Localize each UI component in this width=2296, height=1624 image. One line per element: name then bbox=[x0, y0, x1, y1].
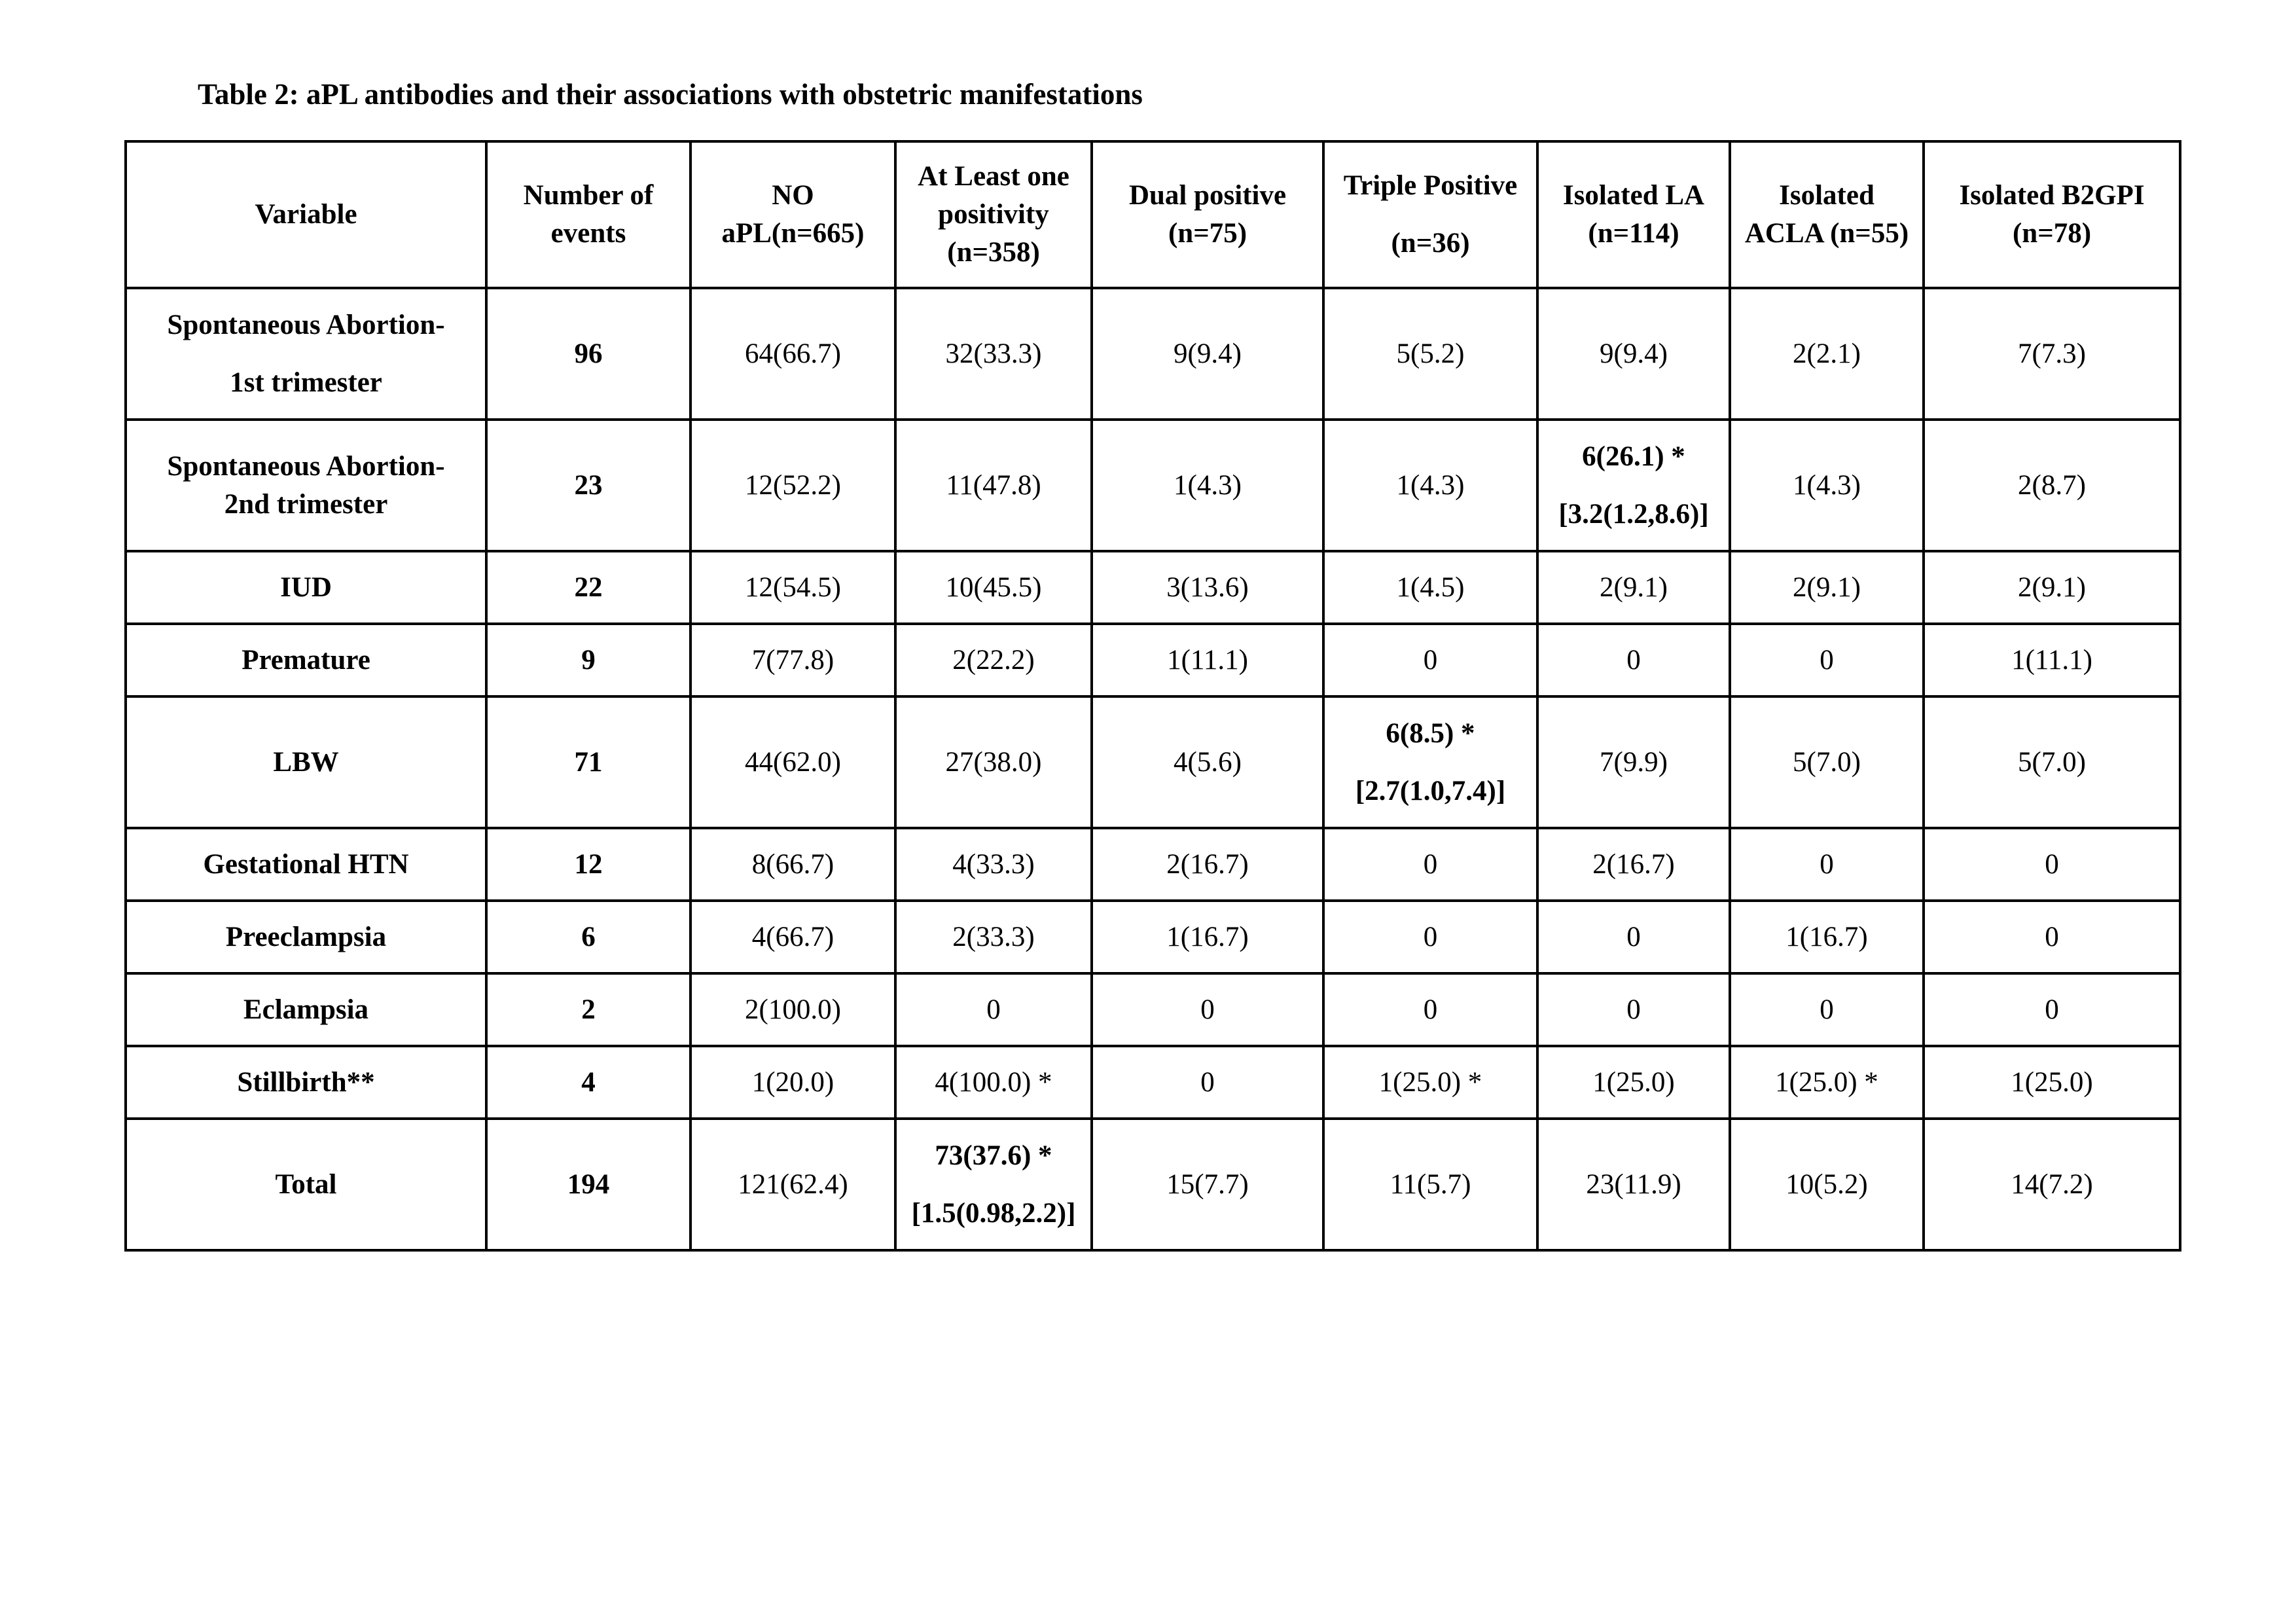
cell-isolated-b2gpi: 0 bbox=[1924, 973, 2180, 1046]
cell-isolated-la: 1(25.0) bbox=[1537, 1046, 1730, 1119]
cell-at-least-one: 2(33.3) bbox=[895, 901, 1092, 973]
row-variable-label: Gestational HTN bbox=[126, 828, 486, 901]
cell-isolated-la: 23(11.9) bbox=[1537, 1119, 1730, 1250]
row-number-of-events: 6 bbox=[486, 901, 691, 973]
table-row bbox=[126, 696, 2180, 828]
cell-no-apl: 44(62.0) bbox=[691, 696, 895, 828]
cell-isolated-acla: 5(7.0) bbox=[1730, 696, 1924, 828]
cell-triple-positive: 0 bbox=[1323, 624, 1537, 696]
row-number-of-events: 12 bbox=[486, 828, 691, 901]
cell-triple-positive: 0 bbox=[1323, 973, 1537, 1046]
cell-isolated-la: 2(16.7) bbox=[1537, 828, 1730, 901]
row-number-of-events: 96 bbox=[486, 288, 691, 420]
cell-isolated-acla: 0 bbox=[1730, 624, 1924, 696]
table-row bbox=[126, 1046, 2180, 1119]
cell-dual-positive: 1(4.3) bbox=[1092, 420, 1323, 551]
cell-isolated-b2gpi: 1(11.1) bbox=[1924, 624, 2180, 696]
apl-obstetric-table bbox=[124, 140, 2181, 1252]
cell-no-apl: 12(52.2) bbox=[691, 420, 895, 551]
cell-no-apl: 2(100.0) bbox=[691, 973, 895, 1046]
cell-isolated-acla: 10(5.2) bbox=[1730, 1119, 1924, 1250]
row-variable-label: Stillbirth** bbox=[126, 1046, 486, 1119]
row-variable-label: Eclampsia bbox=[126, 973, 486, 1046]
cell-isolated-b2gpi: 7(7.3) bbox=[1924, 288, 2180, 420]
header-dual-positive: Dual positive (n=75) bbox=[1092, 141, 1323, 288]
cell-triple-positive: 11(5.7) bbox=[1323, 1119, 1537, 1250]
cell-triple-positive: 1(4.3) bbox=[1323, 420, 1537, 551]
cell-triple-positive: 5(5.2) bbox=[1323, 288, 1537, 420]
cell-no-apl: 7(77.8) bbox=[691, 624, 895, 696]
cell-dual-positive: 4(5.6) bbox=[1092, 696, 1323, 828]
cell-triple-positive: 0 bbox=[1323, 901, 1537, 973]
header-number-of-events: Number of events bbox=[486, 141, 691, 288]
cell-at-least-one: 10(45.5) bbox=[895, 551, 1092, 624]
row-variable-label: Spontaneous Abortion- 2nd trimester bbox=[126, 420, 486, 551]
row-variable-label: LBW bbox=[126, 696, 486, 828]
cell-triple-positive: 0 bbox=[1323, 828, 1537, 901]
cell-isolated-acla: 2(9.1) bbox=[1730, 551, 1924, 624]
cell-no-apl: 121(62.4) bbox=[691, 1119, 895, 1250]
cell-at-least-one: 4(33.3) bbox=[895, 828, 1092, 901]
row-number-of-events: 194 bbox=[486, 1119, 691, 1250]
cell-no-apl: 64(66.7) bbox=[691, 288, 895, 420]
cell-isolated-b2gpi: 14(7.2) bbox=[1924, 1119, 2180, 1250]
cell-isolated-acla: 2(2.1) bbox=[1730, 288, 1924, 420]
table-row bbox=[126, 420, 2180, 551]
row-number-of-events: 9 bbox=[486, 624, 691, 696]
cell-triple-positive: 6(8.5) * [2.7(1.0,7.4)] bbox=[1323, 696, 1537, 828]
cell-triple-positive: 1(4.5) bbox=[1323, 551, 1537, 624]
cell-isolated-b2gpi: 1(25.0) bbox=[1924, 1046, 2180, 1119]
cell-dual-positive: 1(16.7) bbox=[1092, 901, 1323, 973]
cell-isolated-b2gpi: 0 bbox=[1924, 901, 2180, 973]
header-isolated-acla: Isolated ACLA (n=55) bbox=[1730, 141, 1924, 288]
cell-isolated-la: 6(26.1) * [3.2(1.2,8.6)] bbox=[1537, 420, 1730, 551]
row-number-of-events: 2 bbox=[486, 973, 691, 1046]
cell-isolated-b2gpi: 2(9.1) bbox=[1924, 551, 2180, 624]
cell-isolated-acla: 0 bbox=[1730, 973, 1924, 1046]
header-triple-positive: Triple Positive (n=36) bbox=[1323, 141, 1537, 288]
table-row bbox=[126, 288, 2180, 420]
cell-isolated-la: 9(9.4) bbox=[1537, 288, 1730, 420]
row-number-of-events: 22 bbox=[486, 551, 691, 624]
header-no-apl: NO aPL(n=665) bbox=[691, 141, 895, 288]
cell-no-apl: 8(66.7) bbox=[691, 828, 895, 901]
cell-at-least-one: 73(37.6) * [1.5(0.98,2.2)] bbox=[895, 1119, 1092, 1250]
cell-isolated-la: 0 bbox=[1537, 973, 1730, 1046]
cell-isolated-b2gpi: 5(7.0) bbox=[1924, 696, 2180, 828]
cell-at-least-one: 32(33.3) bbox=[895, 288, 1092, 420]
cell-isolated-la: 0 bbox=[1537, 901, 1730, 973]
cell-no-apl: 4(66.7) bbox=[691, 901, 895, 973]
cell-isolated-acla: 1(4.3) bbox=[1730, 420, 1924, 551]
row-number-of-events: 23 bbox=[486, 420, 691, 551]
header-isolated-b2gpi: Isolated B2GPI (n=78) bbox=[1924, 141, 2180, 288]
cell-at-least-one: 4(100.0) * bbox=[895, 1046, 1092, 1119]
cell-dual-positive: 0 bbox=[1092, 973, 1323, 1046]
row-variable-label: Spontaneous Abortion- 1st trimester bbox=[126, 288, 486, 420]
row-variable-label: Preeclampsia bbox=[126, 901, 486, 973]
cell-isolated-acla: 1(16.7) bbox=[1730, 901, 1924, 973]
header-row bbox=[126, 141, 2180, 288]
cell-dual-positive: 9(9.4) bbox=[1092, 288, 1323, 420]
table-row bbox=[126, 551, 2180, 624]
table-row bbox=[126, 1119, 2180, 1250]
row-variable-label: Premature bbox=[126, 624, 486, 696]
row-number-of-events: 4 bbox=[486, 1046, 691, 1119]
cell-dual-positive: 1(11.1) bbox=[1092, 624, 1323, 696]
row-number-of-events: 71 bbox=[486, 696, 691, 828]
header-variable: Variable bbox=[126, 141, 486, 288]
cell-isolated-acla: 1(25.0) * bbox=[1730, 1046, 1924, 1119]
cell-isolated-b2gpi: 0 bbox=[1924, 828, 2180, 901]
table-row bbox=[126, 828, 2180, 901]
cell-at-least-one: 0 bbox=[895, 973, 1092, 1046]
header-isolated-la: Isolated LA (n=114) bbox=[1537, 141, 1730, 288]
table-row bbox=[126, 901, 2180, 973]
header-at-least-one-positivity: At Least one positivity (n=358) bbox=[895, 141, 1092, 288]
cell-at-least-one: 2(22.2) bbox=[895, 624, 1092, 696]
table-caption: Table 2: aPL antibodies and their associations with obstetric manifestations bbox=[198, 78, 1143, 111]
cell-at-least-one: 27(38.0) bbox=[895, 696, 1092, 828]
cell-dual-positive: 15(7.7) bbox=[1092, 1119, 1323, 1250]
table-row bbox=[126, 624, 2180, 696]
cell-triple-positive: 1(25.0) * bbox=[1323, 1046, 1537, 1119]
cell-no-apl: 12(54.5) bbox=[691, 551, 895, 624]
cell-isolated-b2gpi: 2(8.7) bbox=[1924, 420, 2180, 551]
row-variable-label: Total bbox=[126, 1119, 486, 1250]
cell-dual-positive: 0 bbox=[1092, 1046, 1323, 1119]
row-variable-label: IUD bbox=[126, 551, 486, 624]
cell-at-least-one: 11(47.8) bbox=[895, 420, 1092, 551]
cell-dual-positive: 2(16.7) bbox=[1092, 828, 1323, 901]
cell-isolated-la: 2(9.1) bbox=[1537, 551, 1730, 624]
cell-isolated-acla: 0 bbox=[1730, 828, 1924, 901]
cell-isolated-la: 7(9.9) bbox=[1537, 696, 1730, 828]
cell-no-apl: 1(20.0) bbox=[691, 1046, 895, 1119]
cell-dual-positive: 3(13.6) bbox=[1092, 551, 1323, 624]
table-row bbox=[126, 973, 2180, 1046]
cell-isolated-la: 0 bbox=[1537, 624, 1730, 696]
